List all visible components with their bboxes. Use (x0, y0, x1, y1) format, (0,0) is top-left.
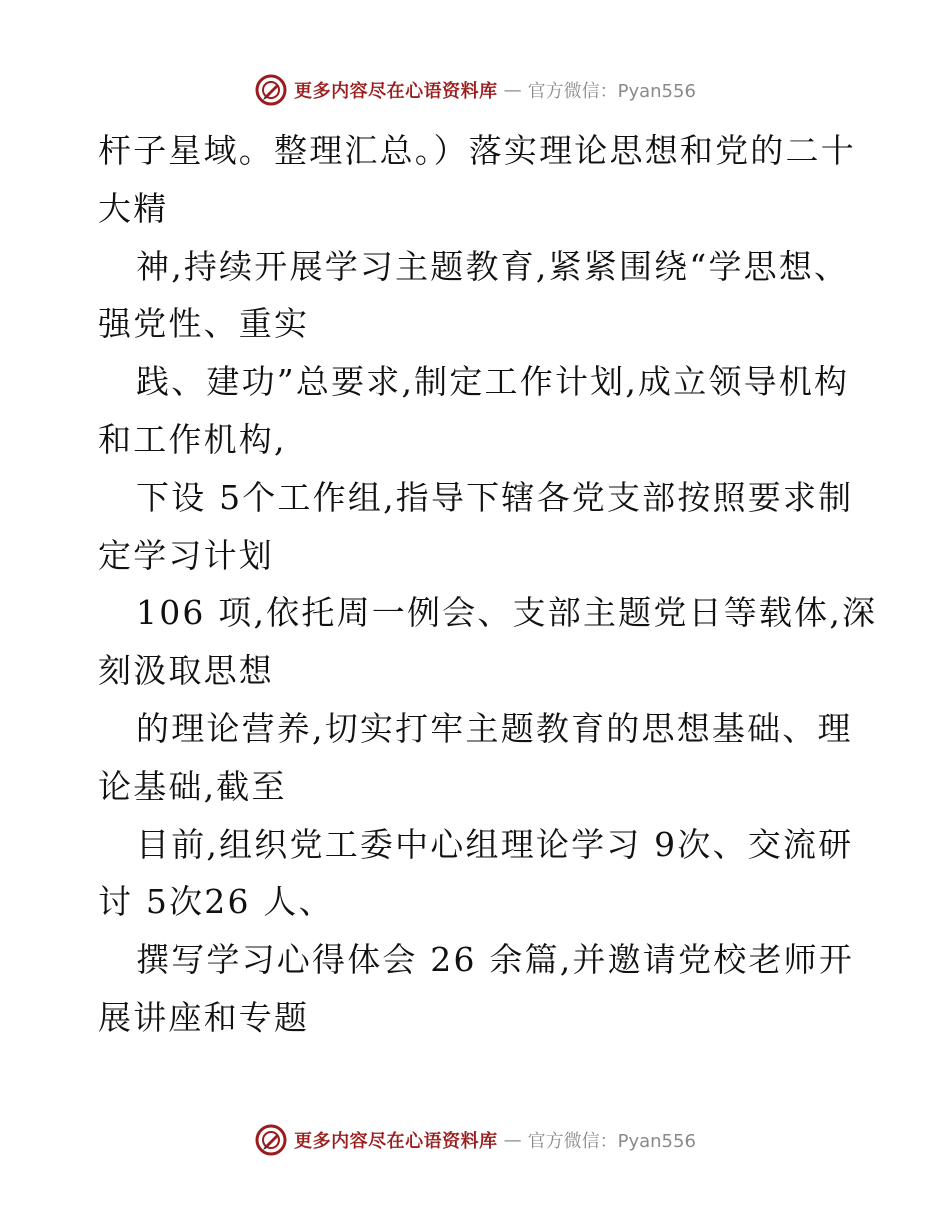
text-line: 展讲座和专题 (98, 997, 310, 1037)
header-banner (0, 70, 950, 110)
text-line: 目前,组织党工委中心组理论学习 9次、交流研 (136, 824, 854, 864)
text-line: 神,持续开展学习主题教育,紧紧围绕“学思想、 (136, 246, 850, 286)
pen-nib-logo-icon (254, 73, 288, 107)
banner-wechat-id: 官方微信：Pyan556 (527, 81, 696, 102)
text-line: 践、建功”总要求,制定工作计划,成立领导机构 (136, 362, 850, 402)
text-line: 刻汲取思想 (98, 651, 274, 691)
text-line: 撰写学习心得体会 26 余篇,并邀请党校老师开 (136, 940, 855, 980)
text-line: 强党性、重实 (98, 304, 310, 344)
text-line: 106 项,依托周一例会、支部主题党日等载体,深 (136, 593, 878, 633)
pen-nib-logo-icon (254, 1123, 288, 1157)
text-line: 讨 5次26 人、 (98, 882, 334, 922)
text-line: 论基础,截至 (98, 766, 287, 806)
banner-separator: — (503, 1129, 522, 1151)
text-line: 定学习计划 (98, 535, 274, 575)
text-line: 下设 5个工作组,指导下辖各党支部按照要求制 (136, 477, 854, 517)
banner-title: 更多内容尽在心语资料库 (294, 1131, 498, 1152)
banner-title: 更多内容尽在心语资料库 (294, 81, 498, 102)
text-line: 杆子星域。整理汇总。）落实理论思想和党的二十 (98, 131, 856, 170)
text-line: 大精 (98, 188, 169, 228)
banner-wechat-id: 官方微信：Pyan556 (527, 1131, 696, 1152)
text-line: 的理论营养,切实打牢主题教育的思想基础、理 (136, 708, 853, 748)
footer-banner (0, 1120, 950, 1160)
banner-separator: — (503, 79, 522, 101)
text-line: 和工作机构, (98, 419, 287, 459)
document-body (98, 122, 878, 1047)
